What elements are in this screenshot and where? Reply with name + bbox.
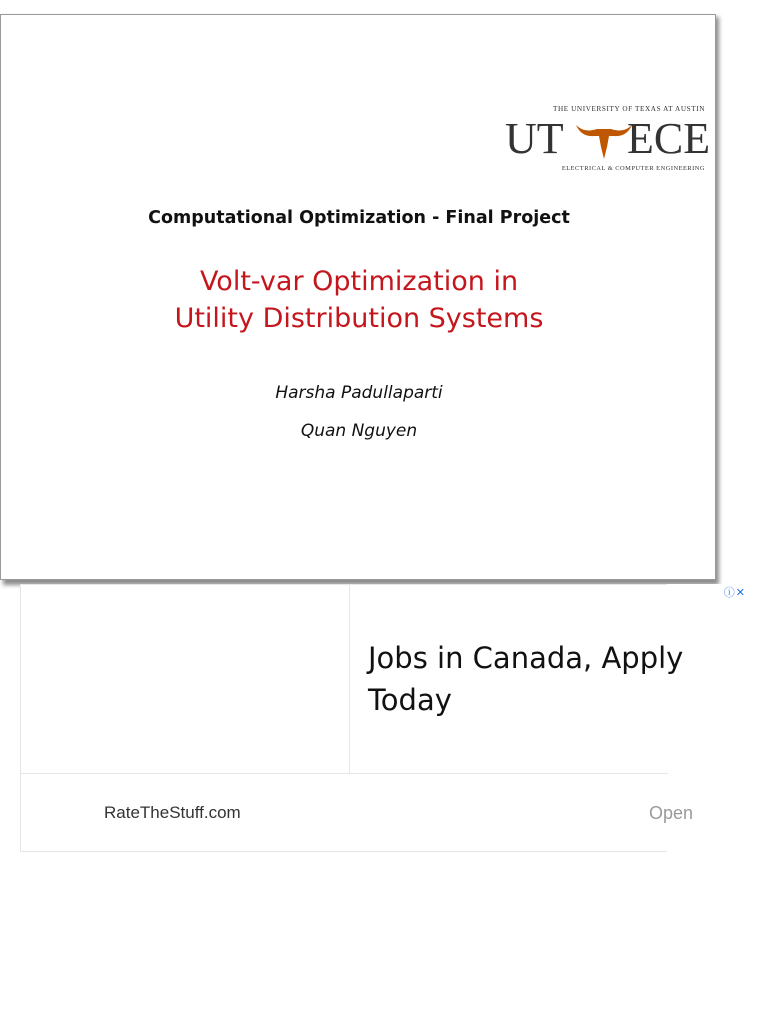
ad-headline[interactable] bbox=[368, 637, 688, 721]
ad-headline-line-1[interactable]: Jobs in Canada, Apply bbox=[368, 641, 684, 675]
ad-image[interactable] bbox=[21, 585, 350, 773]
logo-university-line: THE UNIVERSITY OF TEXAS AT AUSTIN bbox=[552, 105, 705, 113]
ut-ece-logo bbox=[505, 105, 711, 185]
slide-title bbox=[1, 263, 717, 337]
ad-choices-badge[interactable] bbox=[724, 586, 746, 600]
slide-title-line-2: Utility Distribution Systems bbox=[174, 303, 544, 334]
ad-open-button[interactable]: Open bbox=[649, 803, 694, 823]
advertisement[interactable] bbox=[20, 584, 748, 852]
logo-ece-text: ECE bbox=[627, 114, 711, 163]
author-name: Quan Nguyen bbox=[300, 421, 418, 441]
title-slide bbox=[0, 14, 716, 580]
logo-department-line: ELECTRICAL & COMPUTER ENGINEERING bbox=[561, 165, 705, 172]
info-icon[interactable]: ⓘ bbox=[723, 587, 736, 599]
slide-subtitle: Computational Optimization - Final Project bbox=[148, 208, 570, 228]
ad-divider bbox=[21, 773, 668, 774]
author-name: Harsha Padullaparti bbox=[275, 383, 443, 403]
close-icon[interactable]: ✕ bbox=[735, 587, 746, 599]
longhorn-icon bbox=[575, 119, 633, 161]
slide-title-line-1: Volt-var Optimization in bbox=[199, 266, 519, 297]
ad-domain[interactable]: RateTheStuff.com bbox=[104, 803, 241, 822]
logo-ut-text: UT bbox=[505, 114, 564, 163]
ad-card[interactable] bbox=[20, 584, 694, 852]
document-page bbox=[0, 14, 722, 586]
ad-headline-line-2[interactable]: Today bbox=[368, 683, 452, 717]
